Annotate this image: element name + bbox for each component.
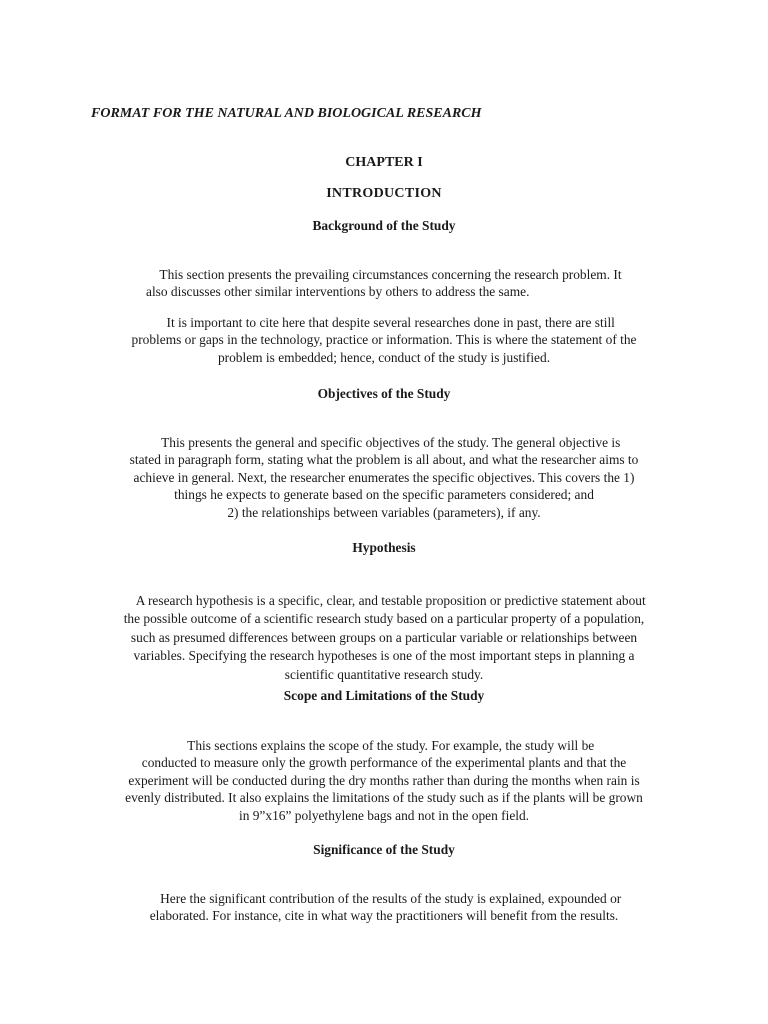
section-heading-background: Background of the Study (312, 218, 456, 233)
paragraph-text: It is important to cite here that despite several researches done in past, there are still problems or gaps in the technology, practice or information. This is where the statement of the problem is embedded; hence, conduct of the study is justified. (131, 314, 637, 365)
paragraph-text: A research hypothesis is a specific, clear, and testable proposition or predictive statement about the possible outcome of a scientific research study based on a particular property of a population, such as presumed differences between groups on a particular variable or relationships between variables. Specifying the research hypotheses is one of the most important steps in planning a scientific quantitative research study. (123, 592, 646, 682)
section-heading-significance: Significance of the Study (313, 842, 455, 857)
paragraph-scope-1 (84, 719, 684, 842)
paragraph-hypothesis-1 (84, 573, 684, 703)
chapter-title: INTRODUCTION (326, 186, 442, 201)
paragraph-text: This section presents the prevailing circumstances concerning the research problem. It also discusses other similar interventions by others to address the same. (146, 266, 622, 299)
section-heading-scope: Scope and Limitations of the Study (283, 688, 485, 703)
paragraph-text: This sections explains the scope of the study. For example, the study will be conducted to measure only the growth performance of the experimental plants and that the experiment will be conducted during the dry months rather than during the months when rain is evenly distributed. It also explains the limitations of the study such as if the plants will be grown in 9”x16” polyethylene bags and not in the open field. (125, 737, 643, 823)
paragraph-background-2 (84, 296, 684, 384)
section-heading-hypothesis: Hypothesis (352, 540, 416, 555)
paragraph-text: Here the significant contribution of the results of the study is explained, expounded or elaborated. For instance, cite in what way the practitioners will benefit from the results. (149, 890, 622, 923)
paragraph-significance-1 (84, 872, 684, 942)
document-title: FORMAT FOR THE NATURAL AND BIOLOGICAL RESEARCH (91, 106, 482, 121)
chapter-number: CHAPTER I (345, 155, 423, 170)
paragraph-objectives-1 (84, 416, 684, 539)
section-heading-objectives: Objectives of the Study (317, 386, 451, 401)
paragraph-text: This presents the general and specific objectives of the study. The general objective is stated in paragraph form, stating what the problem is all about, and what the researcher aims to achieve in general. Next, the researcher enumerates the specific objectives. This covers the 1) things he expects to generate based on the specific parameters considered; and 2) the relationships between variables (parameters), if any. (129, 434, 639, 520)
